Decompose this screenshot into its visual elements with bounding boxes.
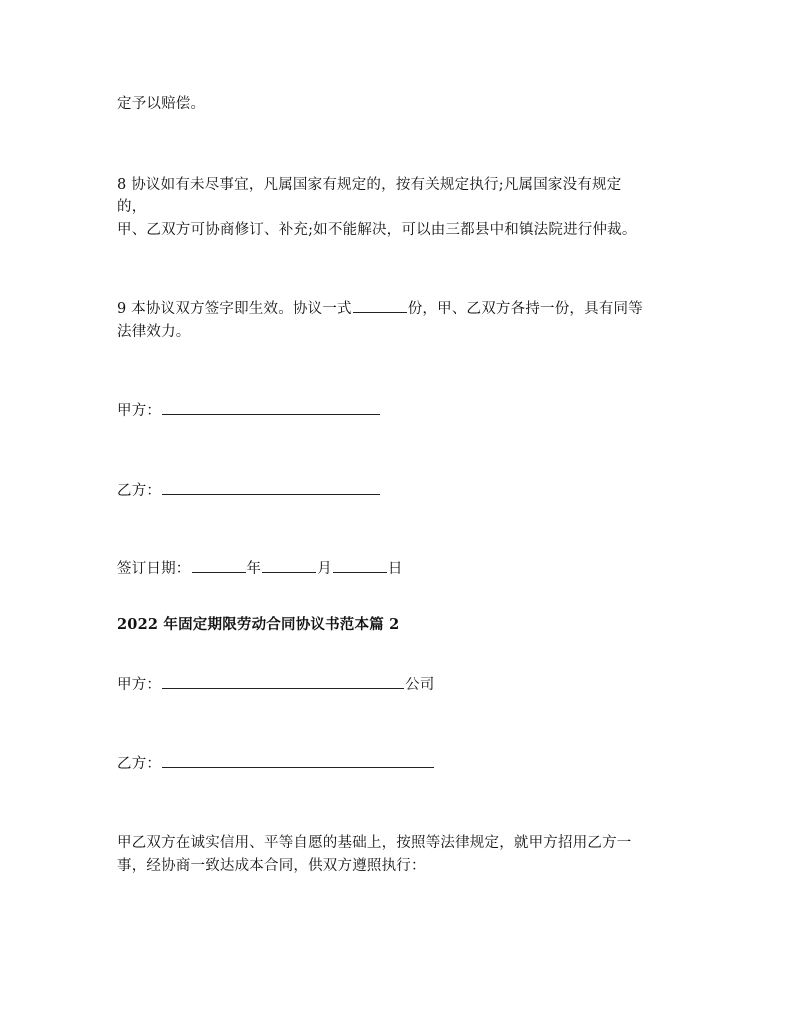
month-label: 月: [317, 561, 332, 577]
year-label: 年: [246, 561, 262, 577]
clause-9-line-2: 法律效力。: [117, 324, 191, 340]
day-label: 日: [387, 561, 403, 577]
date-label: 签订日期：: [117, 561, 191, 577]
clause-9-text-b: 份，甲、乙双方各持一份，具有同等: [407, 301, 643, 317]
party-b-label: 乙方：: [117, 483, 162, 499]
s2-party-a-blank: [162, 674, 404, 689]
continuation-line: 定予以赔偿。: [117, 96, 206, 112]
party-a-label: 甲方：: [117, 403, 162, 419]
s2-party-a-suffix: 公司: [405, 677, 435, 693]
year-blank: [192, 558, 246, 573]
party-a-blank: [162, 400, 380, 415]
section-2-title: 2022 年固定期限劳动合同协议书范本篇 2: [117, 616, 400, 633]
s2-paragraph-line-1: 甲乙双方在诚实信用、平等自愿的基础上，按照等法律规定，就甲方招用乙方一: [117, 835, 632, 851]
party-a-signature-line: [117, 400, 381, 422]
clause-9-text-a: 9 本协议双方签字即生效。协议一式: [117, 301, 352, 317]
s2-party-b-label: 乙方：: [117, 756, 162, 772]
s2-party-b-blank: [162, 753, 434, 768]
month-blank: [262, 558, 316, 573]
s2-party-a-label: 甲方：: [117, 677, 162, 693]
clause-9-line-1: [117, 298, 643, 320]
clause-8-line-3: 甲、乙双方可协商修订、补充;如不能解决，可以由三都县中和镇法院进行仲裁。: [117, 222, 637, 238]
s2-party-a-line: [117, 674, 435, 696]
day-blank: [333, 558, 387, 573]
clause-8-line-1: 8 协议如有未尽事宜，凡属国家有规定的，按有关规定执行;凡属国家没有规定: [117, 177, 622, 193]
clause-8-line-2: 的，: [117, 199, 147, 215]
sign-date-line: [117, 558, 403, 580]
s2-party-b-line: [117, 753, 435, 775]
party-b-blank: [162, 480, 380, 495]
s2-paragraph-line-2: 事，经协商一致达成本合同，供双方遵照执行：: [117, 858, 426, 874]
copies-blank: [353, 298, 407, 313]
party-b-signature-line: [117, 480, 381, 502]
